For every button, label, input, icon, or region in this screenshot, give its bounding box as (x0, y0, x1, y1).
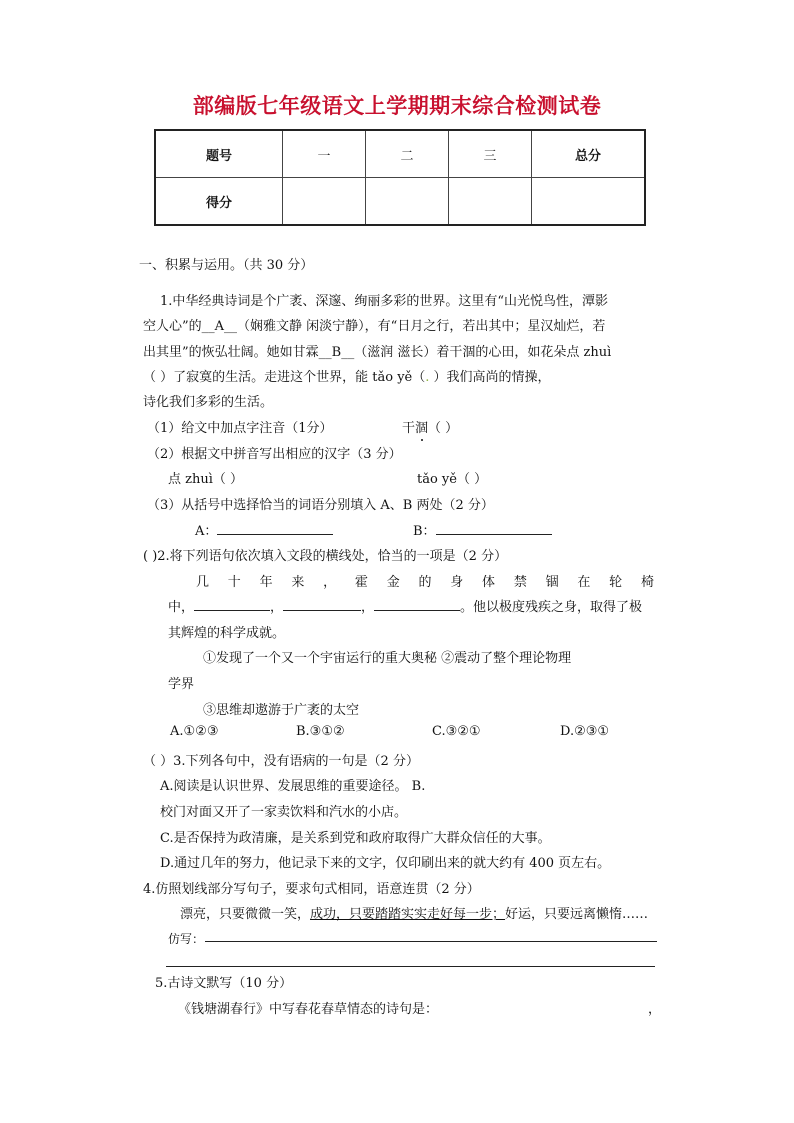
q1-line: （ ）了寂寞的生活。走进这个世界，能 tǎo yě（. ）我们高尚的情操， (143, 370, 551, 385)
q1-sub2-answer-b[interactable]: tǎo yě（ ） (417, 472, 488, 487)
q1-sub3-answer-a[interactable]: A： (195, 520, 333, 539)
q2-options: ③思维却遨游于广袤的太空 (203, 703, 360, 718)
blank-a[interactable]: __A__ (201, 319, 238, 334)
q1-line: 出其里”的恢弘壮阔。她如甘霖__B__（滋润 滋长）着干涸的心田，如花朵点 zhuì (143, 345, 612, 360)
page-title: 部编版七年级语文上学期期末综合检测试卷 (192, 94, 602, 118)
q2-choice-b[interactable]: B.③①② (296, 724, 345, 739)
q1-sub3: （3）从括号中选择恰当的词语分别填入 A、B 两处（2 分） (147, 498, 494, 513)
q2-options: 学界 (168, 677, 195, 692)
score-row-label: 得分 (155, 178, 283, 226)
q4-underlined-part: 成功，只要踏踏实实走好每一步； (310, 907, 506, 922)
q2-blank[interactable] (283, 598, 361, 611)
q5-tail: ， (648, 1002, 662, 1017)
score-header-cell: 三 (449, 130, 532, 178)
q2-choice-d[interactable]: D.②③① (560, 724, 610, 739)
score-table-header-row (155, 130, 645, 178)
q3-choice-c[interactable]: C.是否保持为政清廉，是关系到党和政府取得广大群众信任的大事。 (160, 831, 551, 846)
score-input-cell[interactable] (449, 178, 532, 226)
q2-blank[interactable] (194, 598, 270, 611)
q2-choice-c[interactable]: C.③②① (432, 724, 481, 739)
score-table (154, 129, 646, 226)
q1-line: 诗化我们多彩的生活。 (143, 395, 274, 410)
q4-answer-line[interactable] (205, 941, 657, 942)
mark-dot: . (425, 370, 430, 385)
score-input-cell[interactable] (283, 178, 366, 226)
section-heading: 一、积累与运用。（共 30 分） (139, 258, 314, 273)
q2-passage-line: 中， ， ， 。他以极度残疾之身，取得了极 (168, 600, 643, 615)
score-header-cell: 题号 (155, 130, 283, 178)
q1-sub3-answer-b[interactable]: B： (413, 520, 552, 539)
score-header-cell: 二 (366, 130, 449, 178)
score-input-cell[interactable] (532, 178, 646, 226)
q3-choice-a[interactable]: A.阅读是认识世界、发展思维的重要途径。 B. (160, 779, 426, 794)
blank-b[interactable]: __B__ (318, 345, 355, 360)
score-input-cell[interactable] (366, 178, 449, 226)
q1-sub1-answer[interactable]: 干涸（ ） (402, 421, 459, 436)
q1-sub2: （2）根据文中拼音写出相应的汉字（3 分） (147, 447, 402, 462)
q1-sub2-answer-a[interactable]: 点 zhuì（ ） (168, 472, 244, 487)
q4-stem: 4.仿照划线部分写句子，要求句式相同，语意连贯（2 分） (143, 882, 480, 897)
q3-choice-d[interactable]: D.通过几年的努力，他记录下来的文字，仅印刷出来的就大约有 400 页左右。 (160, 856, 611, 871)
q2-stem: ( )2.将下列语句依次填入文段的横线处，恰当的一项是（2 分） (143, 549, 508, 564)
q5-line: 《钱塘湖春行》中写春花春草情态的诗句是： (178, 1002, 439, 1017)
score-header-cell: 总分 (532, 130, 646, 178)
q4-example: 漂亮，只要微微一笑，成功，只要踏踏实实走好每一步；好运，只要远离懒惰…… (180, 907, 649, 922)
q2-options: ①发现了一个又一个宇宙运行的重大奥秘 ②震动了整个理论物理 (203, 651, 572, 666)
q5-stem: 5.古诗文默写（10 分） (155, 976, 293, 991)
q4-answer-line[interactable] (166, 966, 655, 967)
q1-line: 1.中华经典诗词是个广袤、深邃、绚丽多彩的世界。这里有“山光悦鸟性，潭影 (160, 294, 609, 309)
score-header-cell: 一 (283, 130, 366, 178)
q2-choice-a[interactable]: A.①②③ (170, 724, 219, 739)
q3-stem: （ ）3.下列各句中，没有语病的一句是（2 分） (143, 754, 419, 769)
q2-blank[interactable] (374, 598, 460, 611)
q2-passage-line: 几 十 年 来 ， 霍 金 的 身 体 禁 锢 在 轮 椅 (196, 575, 654, 590)
q3-choice-b[interactable]: 校门对面又开了一家卖饮料和汽水的小店。 (160, 805, 408, 820)
q4-label: 仿写： (168, 932, 205, 946)
q1-sub1: （1）给文中加点字注音（1分） (147, 421, 333, 436)
q1-line: 空人心”的__A__（娴雅文静 闲淡宁静），有“日月之行，若出其中；星汉灿烂，若 (143, 319, 606, 334)
q2-passage-line: 其辉煌的科学成就。 (168, 626, 286, 641)
score-table-score-row (155, 178, 645, 226)
